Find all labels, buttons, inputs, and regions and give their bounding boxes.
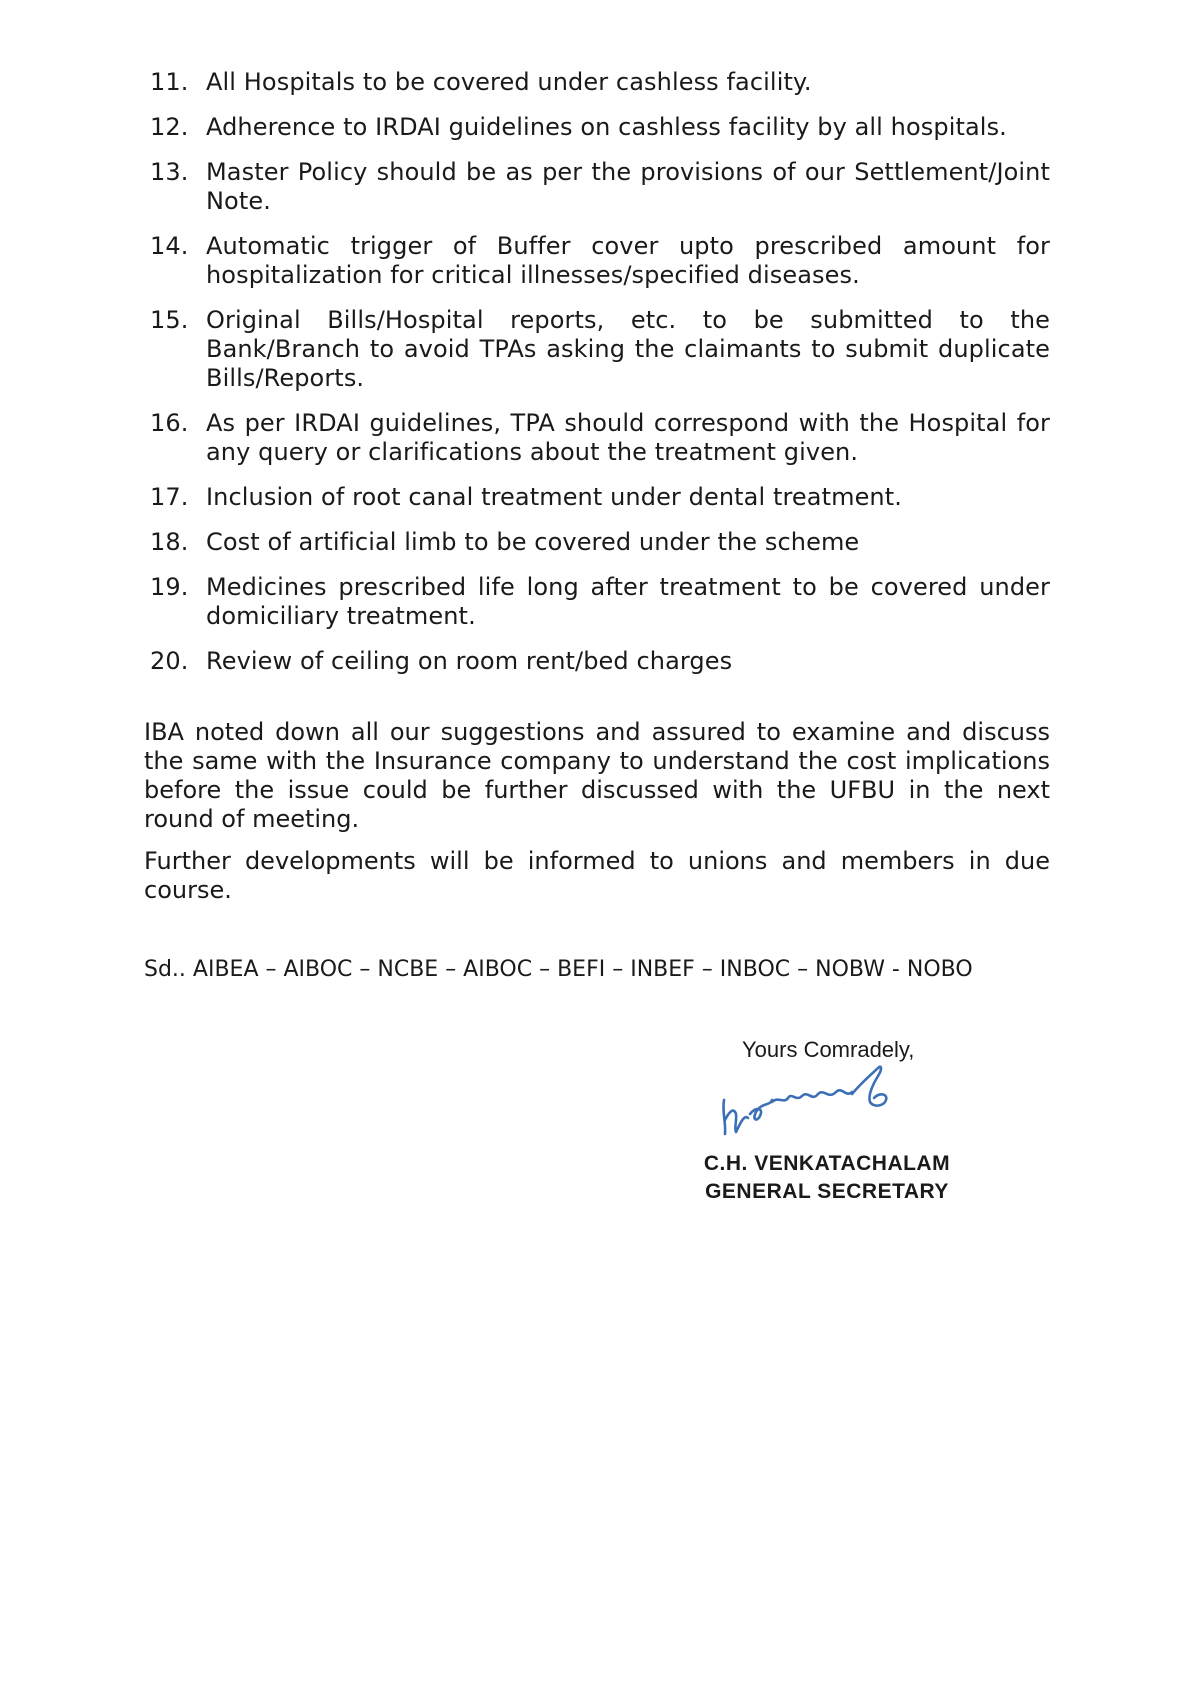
- list-item-number: 19.: [150, 573, 189, 601]
- list-item-text: Adherence to IRDAI guidelines on cashless facility by all hospitals.: [206, 113, 1007, 141]
- list-item-number: 12.: [150, 113, 189, 141]
- list-item: [150, 232, 1050, 290]
- signer-name: C.H. VENKATACHALAM: [703, 1152, 951, 1175]
- list-item: [150, 647, 1050, 676]
- list-item-number: 17.: [150, 483, 189, 511]
- list-item-text: All Hospitals to be covered under cashless facility.: [206, 68, 812, 96]
- iba-paragraph: IBA noted down all our suggestions and assured to examine and discuss the same with the Insurance company to understand the cost implications before the issue could be further discussed with the UFBU in the next round of meeting.: [144, 718, 1050, 833]
- list-item: [150, 528, 1050, 557]
- list-item-number: 13.: [150, 158, 189, 186]
- list-item: [150, 483, 1050, 512]
- list-item-number: 16.: [150, 409, 189, 437]
- list-item: [150, 113, 1050, 142]
- list-item-text: Medicines prescribed life long after treatment to be covered under domiciliary treatment.: [206, 573, 1050, 630]
- list-item: [150, 158, 1050, 216]
- list-item: [150, 573, 1050, 631]
- signatories-line: Sd.. AIBEA – AIBOC – NCBE – AIBOC – BEFI – INBEF – INBOC – NOBW - NOBO: [144, 957, 973, 982]
- demands-list: [150, 68, 1050, 692]
- list-item-number: 11.: [150, 68, 189, 96]
- list-item-number: 15.: [150, 306, 189, 334]
- list-item-number: 18.: [150, 528, 189, 556]
- closing-salutation: Yours Comradely,: [742, 1037, 915, 1062]
- signer-title: GENERAL SECRETARY: [705, 1180, 949, 1203]
- list-item: [150, 409, 1050, 467]
- list-item-text: As per IRDAI guidelines, TPA should correspond with the Hospital for any query or clarifications about the treatment given.: [206, 409, 1050, 466]
- list-item-text: Review of ceiling on room rent/bed charges: [206, 647, 733, 675]
- list-item-number: 14.: [150, 232, 189, 260]
- list-item-number: 20.: [150, 647, 189, 675]
- list-item: [150, 68, 1050, 97]
- handwritten-signature: [712, 1062, 922, 1142]
- list-item-text: Master Policy should be as per the provisions of our Settlement/Joint Note.: [206, 158, 1050, 215]
- list-item-text: Original Bills/Hospital reports, etc. to be submitted to the Bank/Branch to avoid TPAs asking the claimants to submit duplicate Bills/Reports.: [206, 306, 1050, 392]
- list-item: [150, 306, 1050, 393]
- list-item-text: Automatic trigger of Buffer cover upto prescribed amount for hospitalization for critical illnesses/specified diseases.: [206, 232, 1050, 289]
- list-item-text: Inclusion of root canal treatment under dental treatment.: [206, 483, 902, 511]
- further-developments-paragraph: Further developments will be informed to unions and members in due course.: [144, 847, 1050, 904]
- list-item-text: Cost of artificial limb to be covered under the scheme: [206, 528, 860, 556]
